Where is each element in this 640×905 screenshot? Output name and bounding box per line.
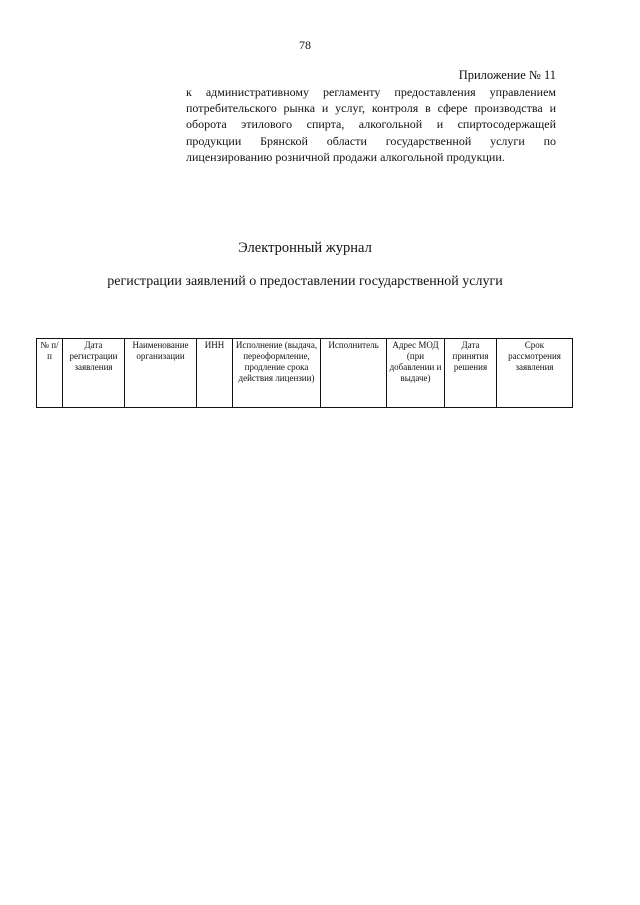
header-decision-date: Дата принятия решения	[445, 339, 497, 408]
appendix-text: к административному регламенту предоставления управлением потребительского рынка и услуг, контроля в сфере производства и оборота этилового спирта, алкогольной и спиртосодержащей продукции Брянской области государственной услуги по лицензированию розничной продажи алкогольной продукции.	[186, 85, 556, 164]
header-address: Адрес МОД (при добавлении и выдаче)	[387, 339, 445, 408]
header-number: № п/п	[37, 339, 63, 408]
journal-table	[36, 338, 573, 408]
header-organization-name: Наименование организации	[125, 339, 197, 408]
appendix-title: Приложение № 11	[458, 68, 556, 82]
header-inn: ИНН	[197, 339, 233, 408]
header-executor: Исполнитель	[321, 339, 387, 408]
header-registration-date: Дата регистрации заявления	[63, 339, 125, 408]
header-execution: Исполнение (выдача, переоформление, продление срока действия лицензии)	[233, 339, 321, 408]
journal-title: Электронный журнал	[238, 240, 372, 256]
page-number: 78	[299, 38, 311, 52]
journal-subtitle: регистрации заявлений о предоставлении государственной услуги	[107, 274, 503, 289]
table-header-row	[37, 339, 573, 408]
header-review-period: Срок рассмотрения заявления	[497, 339, 573, 408]
